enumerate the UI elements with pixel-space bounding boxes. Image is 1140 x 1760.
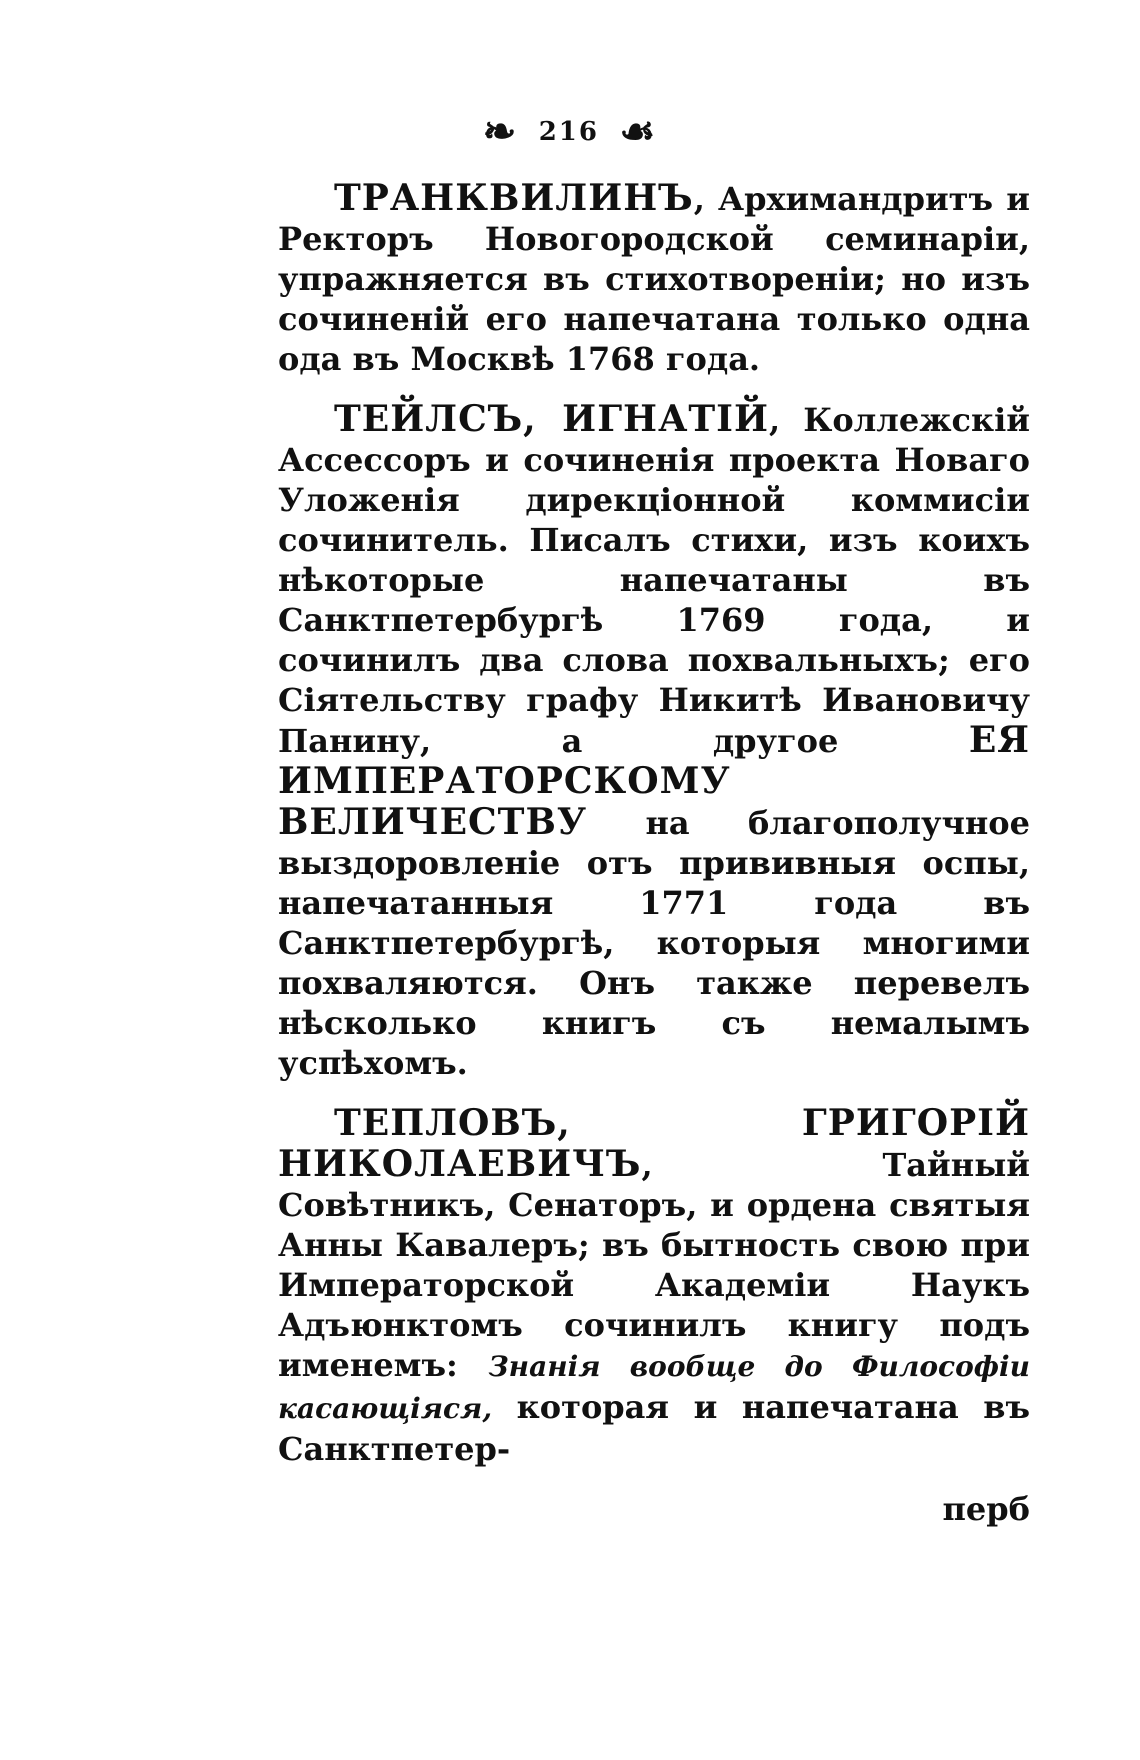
entry-name: ТЕЙЛСЪ, ИГНАТІЙ (334, 398, 770, 440)
entry-teils (278, 399, 1030, 1083)
entry-text: , Тайный Совѣтникъ, Сенаторъ, и ордена святыя Анны Кавалеръ; въ бытность свою при Императорской Академіи Наукъ Адъюнктомъ сочинилъ книгу подъ именемъ: (278, 1146, 1030, 1384)
entry-text-continued: которая и напечатана въ Санктпетер- (278, 1388, 1031, 1468)
right-ornament-icon: ☙ (619, 108, 658, 155)
entry-text: , Архимандритъ и Ректоръ Новогородской семинаріи, упражняется въ стихотвореніи; но изъ сочиненій его напечатана только одна ода въ Москвѣ 1768 года. (278, 180, 1030, 378)
catchword: перб (942, 1490, 1030, 1528)
entry-trankvilin (278, 178, 1030, 379)
entry-teplov (278, 1103, 1030, 1469)
page-number: 216 (538, 116, 599, 147)
page-body (278, 178, 1030, 1529)
emphasis-caps: ЕЯ ИМПЕРАТОРСКОМУ ВЕЛИЧЕСТВУ (278, 719, 1031, 843)
entry-text: , Коллежскій Ассессоръ и сочиненія проекта Новаго Уложенія дирекціонной коммисіи сочинитель. Писалъ стихи, изъ коихъ нѣкоторые напечатаны въ Санктпетербургѣ 1769 года, и сочинилъ два слова похвальныхъ; его Сіятельству графу Никитѣ Ивановичу Панину, а другое (278, 401, 1030, 760)
left-ornament-icon: ❧ (482, 108, 519, 155)
entry-name: ТРАНКВИЛИНЪ (334, 177, 694, 219)
page-header (0, 108, 1140, 155)
entry-name: ТЕПЛОВЪ, ГРИГОРІЙ НИКОЛАЕВИЧЪ (278, 1102, 1030, 1185)
entry-text-continued: на благополучное выздоровленіе отъ прививныя оспы, напечатанныя 1771 года въ Санктпетербургѣ, которыя многими похваляются. Онъ также перевелъ нѣсколько книгъ съ немалымъ успѣхомъ. (278, 804, 1030, 1082)
book-title-italic: Знанія вообще до Философіи касающіяся, (278, 1350, 1031, 1425)
